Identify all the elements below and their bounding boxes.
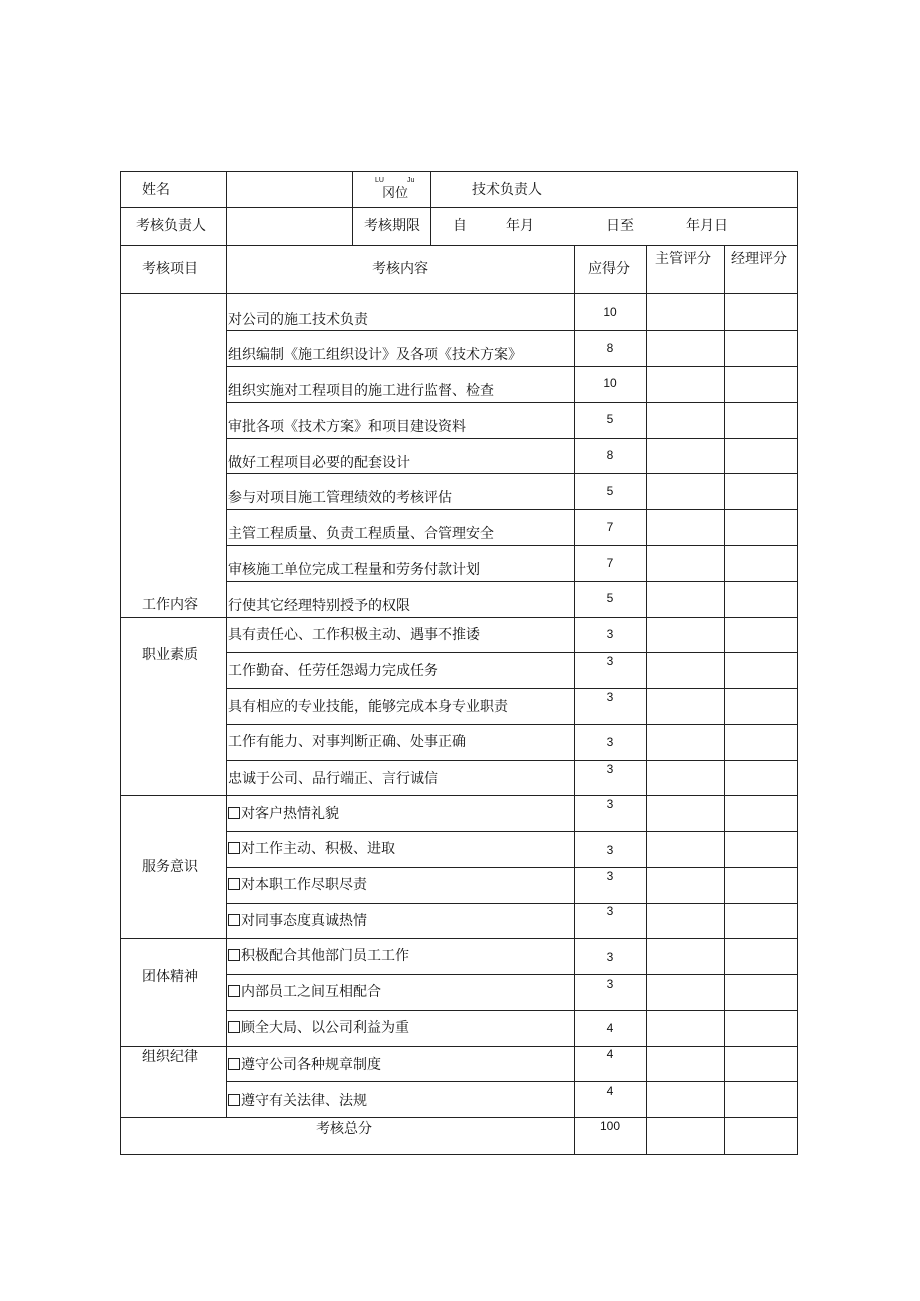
row-score: 7	[606, 520, 614, 534]
checkbox-icon	[228, 807, 240, 819]
row-content: 参与对项目施工管理绩效的考核评估	[228, 490, 452, 506]
row-score: 3	[606, 762, 614, 776]
row-content: 具有相应的专业技能，能够完成本身专业职责	[228, 699, 508, 715]
form-grid-lines	[120, 171, 798, 1155]
row-score: 8	[606, 341, 614, 355]
row-score: 4	[606, 1021, 614, 1035]
row-content: 主管工程质量、负责工程质量、合管理安全	[228, 526, 494, 542]
checkbox-icon	[228, 1058, 240, 1070]
row-score: 5	[606, 412, 614, 426]
row-score: 3	[606, 950, 614, 964]
period-year-month-day-2: 年月日	[686, 218, 728, 234]
row-content: 顾全大局、以公司利益为重	[228, 1020, 409, 1036]
row-score: 3	[606, 843, 614, 857]
row-score: 3	[606, 904, 614, 918]
row-content: 遵守公司各种规章制度	[228, 1057, 381, 1073]
row-content: 对公司的施工技术负责	[228, 312, 368, 328]
checkbox-icon	[228, 914, 240, 926]
checkbox-icon	[228, 1021, 240, 1033]
column-header-score: 应得分	[588, 261, 630, 277]
row-score: 4	[606, 1047, 614, 1061]
group-label-service-awareness: 服务意识	[142, 859, 198, 875]
period-label: 考核期限	[364, 218, 420, 234]
checkbox-icon	[228, 1094, 240, 1106]
row-content: 内部员工之间互相配合	[228, 984, 381, 1000]
row-content: 做好工程项目必要的配套设计	[228, 455, 410, 471]
row-content: 对同事态度真诚热情	[228, 913, 367, 929]
checkbox-icon	[228, 878, 240, 890]
row-content: 积极配合其他部门员工工作	[228, 948, 409, 964]
column-header-content: 考核内容	[372, 261, 428, 277]
group-label-discipline: 组织纪律	[142, 1049, 198, 1065]
column-header-manager: 经理评分	[731, 251, 787, 267]
column-header-supervisor: 主管评分	[655, 251, 711, 267]
reviewer-label: 考核负责人	[136, 218, 206, 234]
row-score: 8	[606, 448, 614, 462]
row-content: 组织实施对工程项目的施工进行监督、检查	[228, 383, 494, 399]
period-year-month-1: 年月	[506, 218, 534, 234]
row-score: 10	[603, 305, 617, 319]
group-label-professional-quality: 职业素质	[142, 647, 198, 663]
checkbox-icon	[228, 949, 240, 961]
row-content: 行使其它经理特别授予的权限	[228, 598, 410, 614]
row-content: 忠诚于公司、品行端正、言行诚信	[228, 771, 438, 787]
row-score: 3	[606, 735, 614, 749]
row-content: 具有责任心、工作积极主动、遇事不推诿	[228, 627, 480, 643]
row-content: 审核施工单位完成工程量和劳务付款计划	[228, 562, 480, 578]
row-score: 3	[606, 797, 614, 811]
position-value: 技术负责人	[472, 182, 542, 198]
row-score: 3	[606, 977, 614, 991]
row-score: 5	[606, 484, 614, 498]
period-day-to: 日至	[606, 218, 634, 234]
row-score: 7	[606, 556, 614, 570]
position-mark-left: LU	[375, 177, 384, 184]
row-score: 3	[606, 654, 614, 668]
row-content: 组织编制《施工组织设计》及各项《技术方案》	[228, 347, 522, 363]
total-label: 考核总分	[316, 1121, 372, 1137]
row-score: 5	[606, 591, 614, 605]
column-header-item: 考核项目	[142, 261, 198, 277]
period-from: 自	[453, 218, 467, 234]
row-content: 遵守有关法律、法规	[228, 1093, 367, 1109]
group-label-work-content: 工作内容	[142, 597, 198, 613]
row-score: 3	[606, 869, 614, 883]
assessment-form	[120, 171, 798, 1155]
row-content: 工作有能力、对事判断正确、处事正确	[228, 734, 466, 750]
row-content: 对工作主动、积极、进取	[228, 841, 395, 857]
name-label: 姓名	[142, 182, 170, 198]
row-score: 3	[606, 627, 614, 641]
row-content: 审批各项《技术方案》和项目建设资料	[228, 419, 466, 435]
checkbox-icon	[228, 842, 240, 854]
total-score: 100	[599, 1119, 621, 1133]
row-score: 4	[606, 1084, 614, 1098]
position-label: 冈位	[382, 186, 409, 201]
position-mark-right: Ju	[407, 177, 415, 184]
row-score: 10	[603, 376, 617, 390]
group-label-team-spirit: 团体精神	[142, 969, 198, 985]
row-score: 3	[606, 690, 614, 704]
row-content: 对本职工作尽职尽责	[228, 877, 367, 893]
row-content: 对客户热情礼貌	[228, 806, 339, 822]
row-content: 工作勤奋、任劳任怨竭力完成任务	[228, 663, 438, 679]
checkbox-icon	[228, 985, 240, 997]
